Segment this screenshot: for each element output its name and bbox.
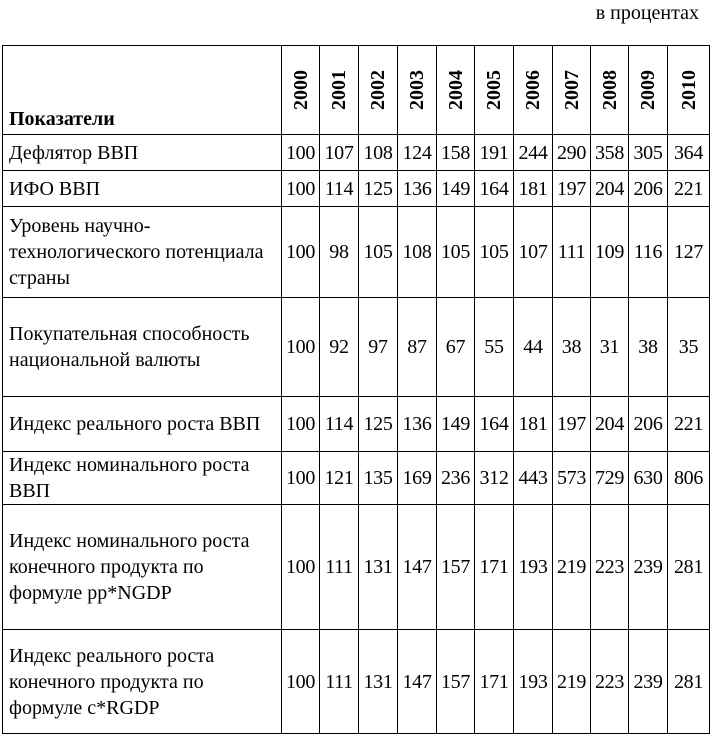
table-row xyxy=(3,397,710,452)
table-row xyxy=(3,298,710,397)
units-label: в процентах xyxy=(595,2,699,24)
table-cell: 729 xyxy=(591,452,629,505)
table-cell: 157 xyxy=(437,630,475,734)
table-row xyxy=(3,171,710,207)
table-row xyxy=(3,135,710,171)
table-cell: 191 xyxy=(475,135,514,171)
table-cell: 92 xyxy=(320,298,359,397)
table-cell: 111 xyxy=(320,505,359,630)
table-cell: 114 xyxy=(320,171,359,207)
year-header: 2007 xyxy=(553,46,591,135)
table-cell: 55 xyxy=(475,298,514,397)
indicator-header: Показатели xyxy=(3,46,282,135)
table-cell: 164 xyxy=(475,171,514,207)
table-cell: 98 xyxy=(320,207,359,298)
table-cell: 206 xyxy=(629,171,668,207)
table-cell: 107 xyxy=(514,207,553,298)
table-cell: 219 xyxy=(553,630,591,734)
table-cell: 136 xyxy=(398,397,437,452)
table-cell: 573 xyxy=(553,452,591,505)
table-cell: 100 xyxy=(282,452,320,505)
table-cell: 38 xyxy=(629,298,668,397)
table-cell: 121 xyxy=(320,452,359,505)
table-cell: 100 xyxy=(282,505,320,630)
table-cell: 107 xyxy=(320,135,359,171)
year-header: 2006 xyxy=(514,46,553,135)
table-cell: 38 xyxy=(553,298,591,397)
table-cell: 111 xyxy=(320,630,359,734)
year-header: 2008 xyxy=(591,46,629,135)
row-label: Индекс номинального роста конечного продукта по формуле pp*NGDP xyxy=(3,505,282,630)
table-cell: 221 xyxy=(668,397,710,452)
table-cell: 358 xyxy=(591,135,629,171)
table-cell: 206 xyxy=(629,397,668,452)
table-cell: 305 xyxy=(629,135,668,171)
header-row xyxy=(3,46,710,135)
table-cell: 114 xyxy=(320,397,359,452)
table-cell: 105 xyxy=(475,207,514,298)
table-cell: 111 xyxy=(553,207,591,298)
table-row xyxy=(3,207,710,298)
year-header: 2000 xyxy=(282,46,320,135)
row-label: Индекс реального роста ВВП xyxy=(3,397,282,452)
table-cell: 630 xyxy=(629,452,668,505)
table-cell: 171 xyxy=(475,505,514,630)
table-cell: 164 xyxy=(475,397,514,452)
table-cell: 108 xyxy=(359,135,398,171)
table-cell: 127 xyxy=(668,207,710,298)
table-cell: 171 xyxy=(475,630,514,734)
table-cell: 67 xyxy=(437,298,475,397)
table-cell: 204 xyxy=(591,397,629,452)
table-row xyxy=(3,505,710,630)
table-cell: 100 xyxy=(282,397,320,452)
table-cell: 193 xyxy=(514,505,553,630)
year-header: 2004 xyxy=(437,46,475,135)
row-label: Уровень научно-технологического потенциала страны xyxy=(3,207,282,298)
row-label: Дефлятор ВВП xyxy=(3,135,282,171)
table-cell: 149 xyxy=(437,171,475,207)
table-cell: 100 xyxy=(282,171,320,207)
table-cell: 100 xyxy=(282,630,320,734)
table-row xyxy=(3,452,710,505)
table-cell: 158 xyxy=(437,135,475,171)
table-cell: 364 xyxy=(668,135,710,171)
year-header: 2010 xyxy=(668,46,710,135)
table-cell: 181 xyxy=(514,171,553,207)
table-cell: 147 xyxy=(398,630,437,734)
table-cell: 136 xyxy=(398,171,437,207)
table-cell: 197 xyxy=(553,397,591,452)
table-cell: 193 xyxy=(514,630,553,734)
year-header: 2002 xyxy=(359,46,398,135)
table-cell: 105 xyxy=(359,207,398,298)
table-cell: 87 xyxy=(398,298,437,397)
year-header: 2005 xyxy=(475,46,514,135)
table-cell: 147 xyxy=(398,505,437,630)
table-cell: 100 xyxy=(282,207,320,298)
table-cell: 108 xyxy=(398,207,437,298)
year-header: 2009 xyxy=(629,46,668,135)
table-cell: 125 xyxy=(359,171,398,207)
row-label: ИФО ВВП xyxy=(3,171,282,207)
table-cell: 135 xyxy=(359,452,398,505)
table-cell: 223 xyxy=(591,505,629,630)
table-cell: 204 xyxy=(591,171,629,207)
table-cell: 281 xyxy=(668,505,710,630)
table-cell: 169 xyxy=(398,452,437,505)
table-cell: 236 xyxy=(437,452,475,505)
table-cell: 124 xyxy=(398,135,437,171)
table-cell: 290 xyxy=(553,135,591,171)
table-cell: 100 xyxy=(282,298,320,397)
table-cell: 219 xyxy=(553,505,591,630)
table-cell: 244 xyxy=(514,135,553,171)
row-label: Покупательная способность национальной валюты xyxy=(3,298,282,397)
table-cell: 105 xyxy=(437,207,475,298)
table-cell: 443 xyxy=(514,452,553,505)
table-cell: 116 xyxy=(629,207,668,298)
table-cell: 149 xyxy=(437,397,475,452)
table-cell: 181 xyxy=(514,397,553,452)
table-cell: 223 xyxy=(591,630,629,734)
table-cell: 312 xyxy=(475,452,514,505)
row-label: Индекс реального роста конечного продукта по формуле c*RGDP xyxy=(3,630,282,734)
row-label: Индекс номинального роста ВВП xyxy=(3,452,282,505)
table-cell: 221 xyxy=(668,171,710,207)
indicators-table xyxy=(2,45,710,734)
table-cell: 35 xyxy=(668,298,710,397)
table-cell: 131 xyxy=(359,630,398,734)
table-cell: 131 xyxy=(359,505,398,630)
table-row xyxy=(3,630,710,734)
table-cell: 157 xyxy=(437,505,475,630)
table-cell: 239 xyxy=(629,630,668,734)
year-header: 2003 xyxy=(398,46,437,135)
table-cell: 31 xyxy=(591,298,629,397)
year-header: 2001 xyxy=(320,46,359,135)
table-cell: 281 xyxy=(668,630,710,734)
table-cell: 806 xyxy=(668,452,710,505)
table-cell: 44 xyxy=(514,298,553,397)
table-cell: 239 xyxy=(629,505,668,630)
table-cell: 97 xyxy=(359,298,398,397)
table-cell: 109 xyxy=(591,207,629,298)
table-cell: 125 xyxy=(359,397,398,452)
table-cell: 100 xyxy=(282,135,320,171)
table-cell: 197 xyxy=(553,171,591,207)
